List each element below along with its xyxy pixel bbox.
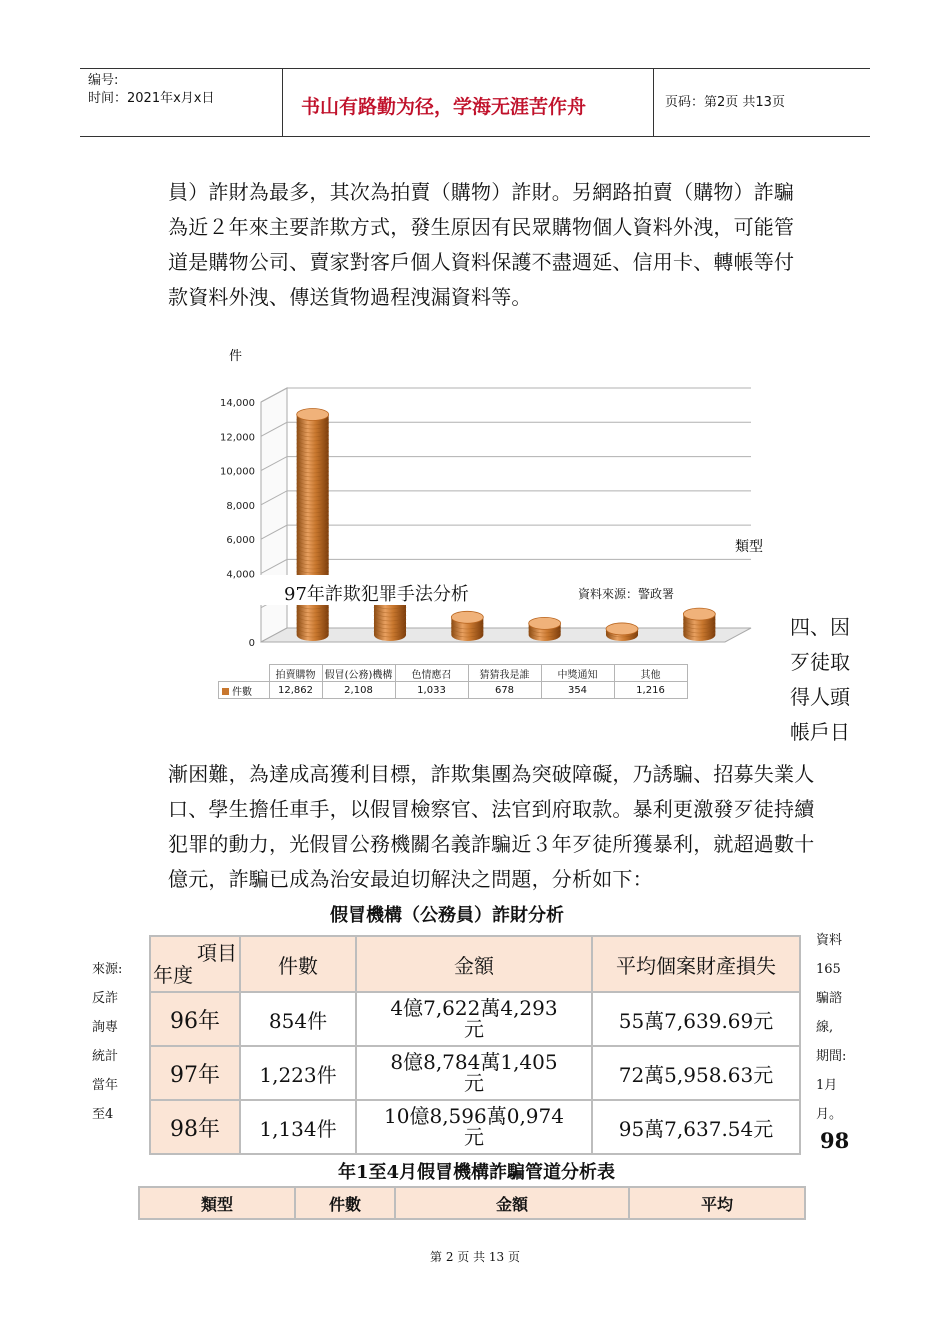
text-line: 漸困難，為達成高獲利目標，詐欺集團為突破障礙，乃誘騙、招募失業人 bbox=[168, 762, 815, 786]
count-cell: 1,134件 bbox=[240, 1100, 356, 1154]
note-line: 165 bbox=[816, 962, 841, 977]
bar-5 bbox=[683, 608, 715, 641]
time-label: 时间：2021年x月x日 bbox=[88, 91, 215, 106]
amount-line: 元 bbox=[464, 1125, 484, 1149]
header-cell: 金額 bbox=[395, 1187, 629, 1219]
chart-category-row bbox=[219, 665, 688, 682]
average-cell: 55萬7,639.69元 bbox=[592, 992, 800, 1046]
count-cell: 854件 bbox=[240, 992, 356, 1046]
chart-source: 資料來源：警政署 bbox=[578, 587, 675, 601]
page-footer: 第 2 页 共 13 页 bbox=[430, 1250, 520, 1264]
note-line: 資料 bbox=[816, 933, 843, 948]
bar-top bbox=[529, 617, 561, 629]
header-cell: 金額 bbox=[356, 936, 592, 992]
category-label: 假冒(公務)機構 bbox=[322, 665, 395, 682]
note-line: 來源: bbox=[92, 962, 123, 977]
header-motto: 书山有路勤为径，学海无涯苦作舟 bbox=[301, 96, 587, 118]
gridline bbox=[261, 525, 751, 539]
year-cell: 97年 bbox=[150, 1046, 240, 1100]
category-label: 拍賣購物 bbox=[269, 665, 322, 682]
bar-0 bbox=[297, 409, 329, 641]
note-line: 騙諮 bbox=[816, 991, 843, 1006]
x-axis-label: 類型 bbox=[735, 539, 763, 555]
bar-3 bbox=[529, 617, 561, 641]
note-line: 統計 bbox=[92, 1049, 119, 1064]
header-cell: 件數 bbox=[240, 936, 356, 992]
table-header-row bbox=[139, 1187, 805, 1219]
y-tick-label: 0 bbox=[248, 638, 255, 649]
bar-4 bbox=[606, 623, 638, 641]
amount-line: 元 bbox=[464, 1071, 484, 1095]
paragraph-2 bbox=[168, 757, 858, 897]
note-line: 反詐 bbox=[92, 991, 119, 1006]
header-top-rule bbox=[80, 68, 870, 69]
value-label: 354 bbox=[541, 682, 614, 699]
gridline bbox=[261, 491, 751, 505]
text-line: 員）詐財為最多，其次為拍賣（購物）詐財。另網路拍賣（購物）詐騙 bbox=[168, 180, 795, 204]
table-header-row bbox=[150, 936, 800, 992]
header-bottom-rule bbox=[80, 136, 870, 137]
table2-title: 年1至4月假冒機構詐騙管道分析表 bbox=[338, 1162, 616, 1183]
gridline bbox=[261, 422, 751, 436]
chart-svg bbox=[195, 340, 775, 670]
note-line: 月。 bbox=[816, 1107, 843, 1122]
fraud-method-chart bbox=[195, 340, 775, 690]
note-line: 線, bbox=[816, 1020, 834, 1035]
corner-cell bbox=[150, 936, 240, 992]
value-label: 1,216 bbox=[614, 682, 687, 699]
year-cell: 98年 bbox=[150, 1100, 240, 1154]
corner-top: 項目 bbox=[197, 941, 237, 965]
header-divider bbox=[282, 68, 283, 136]
note-line: 期間: bbox=[816, 1049, 847, 1064]
y-tick-label: 12,000 bbox=[220, 432, 255, 444]
average-cell: 72萬5,958.63元 bbox=[592, 1046, 800, 1100]
header-cell: 件數 bbox=[295, 1187, 395, 1219]
chart-floor bbox=[261, 628, 751, 642]
page-info: 页码：第2页 共13页 bbox=[665, 95, 785, 110]
side-text bbox=[790, 610, 850, 750]
header-cell: 平均 bbox=[629, 1187, 805, 1219]
text-line: 四、因 bbox=[790, 615, 850, 639]
series-name: 件數 bbox=[232, 686, 252, 698]
channel-analysis-table bbox=[138, 1186, 806, 1220]
note-line: 1月 bbox=[816, 1078, 838, 1093]
gridline bbox=[261, 559, 751, 573]
text-line: 款資料外洩、傳送貨物過程洩漏資料等。 bbox=[168, 285, 532, 309]
amount-line: 10億8,596萬0,974 bbox=[384, 1104, 564, 1128]
corner-bottom: 年度 bbox=[153, 963, 193, 987]
amount-cell bbox=[356, 1046, 592, 1100]
chart-value-row bbox=[219, 682, 688, 699]
y-tick-label: 4,000 bbox=[226, 569, 255, 581]
legend-swatch bbox=[222, 688, 229, 695]
amount-cell bbox=[356, 992, 592, 1046]
text-line: 帳戶日 bbox=[790, 720, 850, 744]
table-row bbox=[150, 992, 800, 1046]
bar-2 bbox=[451, 611, 483, 641]
bar-top bbox=[451, 611, 483, 623]
amount-line: 8億8,784萬1,405 bbox=[390, 1050, 558, 1074]
note-line: 至4 bbox=[92, 1107, 114, 1122]
year-cell: 96年 bbox=[150, 992, 240, 1046]
gridline bbox=[261, 457, 751, 471]
category-label: 中獎通知 bbox=[541, 665, 614, 682]
bar-top bbox=[683, 608, 715, 620]
paragraph-1 bbox=[168, 175, 858, 315]
text-line: 口、學生擔任車手，以假冒檢察官、法官到府取款。暴利更激發歹徒持續 bbox=[168, 797, 815, 821]
value-label: 12,862 bbox=[269, 682, 322, 699]
value-label: 678 bbox=[468, 682, 541, 699]
y-tick-label: 10,000 bbox=[220, 466, 255, 478]
text-line: 犯罪的動力，光假冒公務機關名義詐騙近３年歹徒所獲暴利，就超過數十 bbox=[168, 832, 815, 856]
category-label: 色情應召 bbox=[395, 665, 468, 682]
impersonation-fraud-table bbox=[149, 935, 801, 1155]
header-divider bbox=[653, 68, 654, 136]
amount-cell bbox=[356, 1100, 592, 1154]
header-cell: 平均個案財產損失 bbox=[592, 936, 800, 992]
bar-top bbox=[297, 409, 329, 421]
note-line: 當年 bbox=[92, 1078, 119, 1093]
note-line: 詢專 bbox=[92, 1020, 119, 1035]
gridline bbox=[261, 388, 751, 402]
series-legend bbox=[219, 682, 270, 699]
y-tick-label: 6,000 bbox=[226, 535, 255, 547]
y-axis-label: 件 bbox=[229, 349, 243, 364]
header-cell: 類型 bbox=[139, 1187, 295, 1219]
chart-title: 97年詐欺犯罪手法分析 bbox=[284, 584, 469, 605]
text-line: 億元，詐騙已成為治安最迫切解決之問題，分析如下： bbox=[168, 867, 653, 891]
average-cell: 95萬7,637.54元 bbox=[592, 1100, 800, 1154]
text-line: 道是購物公司、賣家對客戶個人資料保護不盡週延、信用卡、轉帳等付 bbox=[168, 250, 795, 274]
category-label: 猜猜我是誰 bbox=[468, 665, 541, 682]
category-label: 其他 bbox=[614, 665, 687, 682]
right-source-note bbox=[816, 926, 846, 1129]
y-tick-label: 8,000 bbox=[226, 500, 255, 512]
number-label: 编号: bbox=[88, 73, 119, 88]
count-cell: 1,223件 bbox=[240, 1046, 356, 1100]
amount-line: 4億7,622萬4,293 bbox=[390, 996, 558, 1020]
text-line: 得人頭 bbox=[790, 685, 850, 709]
table1-title: 假冒機構（公務員）詐財分析 bbox=[330, 905, 564, 926]
text-line: 為近２年來主要詐欺方式，發生原因有民眾購物個人資料外洩，可能管 bbox=[168, 215, 795, 239]
text-line: 歹徒取 bbox=[790, 650, 850, 674]
y-tick-label: 14,000 bbox=[220, 398, 255, 409]
chart-data-table bbox=[218, 664, 688, 699]
bar-top bbox=[606, 623, 638, 635]
amount-line: 元 bbox=[464, 1017, 484, 1041]
value-label: 2,108 bbox=[322, 682, 395, 699]
table-row bbox=[150, 1100, 800, 1154]
year-98-label: 98 bbox=[820, 1128, 850, 1153]
value-label: 1,033 bbox=[395, 682, 468, 699]
table-row bbox=[150, 1046, 800, 1100]
left-source-note bbox=[92, 955, 122, 1129]
